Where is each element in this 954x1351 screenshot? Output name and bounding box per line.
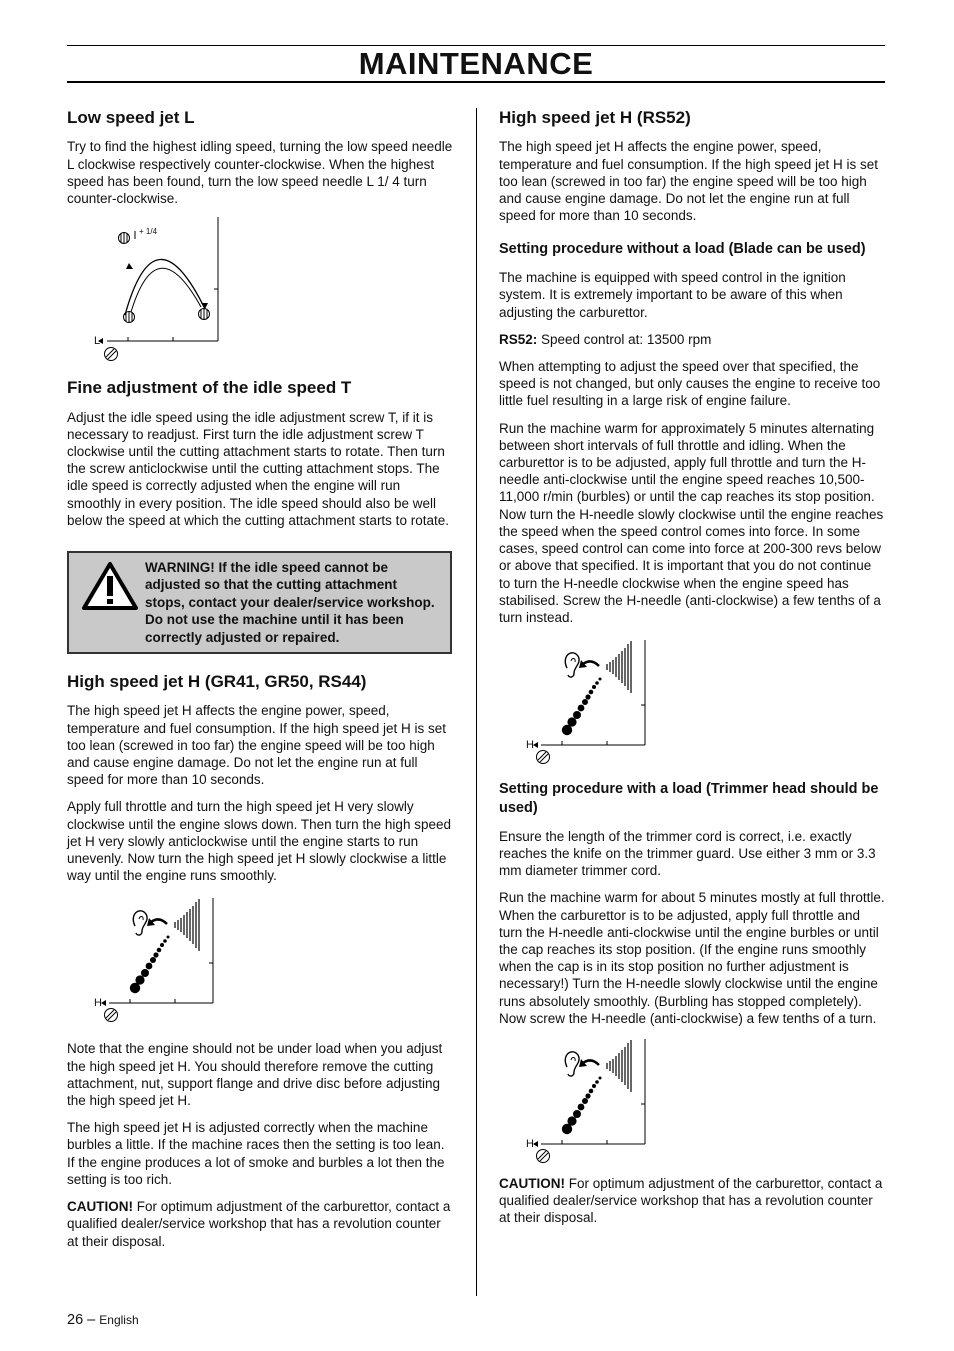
adjustment-screw-icon [105,1009,118,1022]
paragraph: The high speed jet H is adjusted correctly when the machine burbles a little. If the machine races then the setting is too lean. If the engine produces a lot of smoke and burbles a lot then the setting is too rich. [67,1120,445,1187]
adjustment-screw-icon [537,1150,550,1163]
sound-wave-icon [607,641,631,693]
page-title: MAINTENANCE [358,46,594,81]
column-divider [476,108,477,1296]
adjustment-screw-icon [105,348,118,361]
sound-wave-icon [175,899,199,951]
section-with-load [499,780,885,1227]
needle-screw-icon [199,309,210,320]
caution-paragraph [499,1175,885,1227]
left-column [67,108,455,1260]
right-column [499,108,885,1237]
subsection-heading: Setting procedure without a load (Blade can be used) [499,241,866,258]
high-speed-figure [527,1039,657,1167]
warning-box [67,551,452,654]
needle-screw-icon [124,312,135,323]
section-heading: Fine adjustment of the idle speed T [67,378,352,398]
caution-paragraph [67,1198,455,1250]
warning-text: WARNING! If the idle speed cannot be adjusted so that the cutting attachment stops, contact your dealer/service workshop. Do not use the machine until it has been correctly adjusted or repaired. [145,560,435,645]
needle-l-label: L [94,335,101,348]
ear-icon [565,653,579,677]
needle-h-label: H [526,739,534,752]
progress-dots [562,1077,602,1135]
paragraph: Run the machine warm for approximately 5 minutes alternating between short intervals of full throttle and idling. When the carburettor is to be adjusted, apply full throttle and turn the H-needle anti-clockwise until the engine speed reaches 10,500-11,000 r/min (burbles) or until the cap reaches its stop position. Now turn the H-needle slowly clockwise until the engine reaches the speed when the speed control comes into force. In some cases, speed control can come into force at 200-300 revs below or above that specified. It is important that you do not continue to turn the H-needle clockwise when the engine speed has stabilised. Screw the H-needle (anti-clockwise) a few tenths of a turn instead. [499,420,884,625]
quarter-turn-label: + 1/4 [139,227,158,237]
adjustment-screw-icon [537,751,550,764]
paragraph: Note that the engine should not be under load when you adjust the high speed jet H. You should therefore remove the cutting attachment, nut, support flange and drive disc before adjusting the high speed jet H. [67,1041,443,1109]
high-speed-diagram [527,1039,657,1167]
low-speed-diagram [93,217,233,362]
paragraph: Apply full throttle and turn the high speed jet H very slowly clockwise until the engine slows down. Then turn the high speed jet H very slowly anticlockwise until the engine starts to run unevenly. Now turn the high speed jet H slowly clockwise a little way until the engine runs smoothly. [67,799,451,884]
needle-screw-icon [119,233,130,244]
paragraph: Run the machine warm for about 5 minutes mostly at full throttle. When the carburettor is to be adjusted, apply full throttle and turn the H-needle anti-clockwise until the engine burbles or until the cap reaches its stop position. (If the engine runs smoothly when the cap is in its stop position no further adjustment is necessary!) Turn the H-needle slowly clockwise until the engine runs absolutely smoothly. (Burbling has stopped completely). Now screw the H-needle (anti-clockwise) a few tenths of a turn. [499,890,885,1026]
rs52-label: RS52: [499,331,538,347]
paragraph: The high speed jet H affects the engine power, speed, temperature and fuel consumption. If the high speed jet H is set too lean (screwed in too far) the engine speed will be too high and cause engine damage. Do not let the engine run at full speed for more than 10 seconds. [499,139,878,224]
section-high-speed-rs52 [499,108,885,224]
subsection-heading: Setting procedure with a load (Trimmer head should be used) [499,781,879,816]
high-speed-diagram [95,898,225,1026]
ear-icon [565,1052,579,1076]
paragraph: The high speed jet H affects the engine power, speed, temperature and fuel consumption. If the high speed jet H is set too lean (screwed in too far) the engine speed will be too high and cause engine damage. Do not let the engine run at full speed for more than 10 seconds. [67,703,446,788]
section-high-speed-gr [67,672,455,1250]
progress-dots [130,936,170,994]
paragraph: Try to find the highest idling speed, turning the low speed needle L clockwise respectively counter-clockwise. When the highest speed has been found, turn the low speed needle L 1/ 4 turn counter-clockwise. [67,139,453,206]
section-heading: High speed jet H (RS52) [499,108,691,127]
high-speed-diagram [527,640,657,768]
section-fine-adjustment [67,378,455,529]
caution-text: For optimum adjustment of the carburettor, contact a qualified dealer/service workshop that has a revolution counter at their disposal. [67,1199,451,1249]
paragraph: Ensure the length of the trimmer cord is correct, i.e. exactly reaches the knife on the trimmer guard. Use either 3 mm or 3.3 mm diameter trimmer cord. [499,828,876,879]
section-low-speed-jet [67,108,455,362]
section-heading: High speed jet H (GR41, GR50, RS44) [67,672,367,692]
high-speed-figure [527,640,657,768]
paragraph: Adjust the idle speed using the idle adjustment screw T, if it is necessary to readjust. First turn the idle adjustment screw T clockwise until the cutting attachment starts to rotate. Then turn the screw anticlockwise until the cutting attachment stops. The idle speed is correctly adjusted when the engine will run smoothly in every position. The idle speed should also be well below the speed at which the cutting attachment starts to rotate. [67,409,449,528]
ear-icon [133,911,147,935]
high-speed-figure [95,898,225,1026]
page-number: 26 – [67,1312,96,1328]
footer-language: English [99,1313,139,1327]
rs52-text: Speed control at: 13500 rpm [537,331,712,347]
needle-h-label: H [94,997,102,1010]
caution-label: CAUTION! [67,1199,133,1215]
needle-h-label: H [526,1138,534,1151]
caution-label: CAUTION! [499,1176,565,1192]
warning-triangle-icon [75,559,145,646]
caution-text: For optimum adjustment of the carburettor, contact a qualified dealer/service workshop that has a revolution counter at their disposal. [499,1176,883,1226]
sound-wave-icon [607,1040,631,1092]
paragraph: The machine is equipped with speed control in the ignition system. It is extremely important to be aware of this when adjusting the carburettor. [499,270,846,320]
section-no-load [499,240,885,768]
page-footer [67,1312,139,1328]
progress-dots [562,678,602,736]
rs52-speed-paragraph [499,331,885,348]
low-speed-figure [93,217,233,362]
paragraph: When attempting to adjust the speed over that specified, the speed is not changed, but only causes the engine to receive too little fuel resulting in a large risk of engine failure. [499,359,881,409]
section-heading: Low speed jet L [67,108,195,127]
header-rule-bottom [67,81,885,83]
